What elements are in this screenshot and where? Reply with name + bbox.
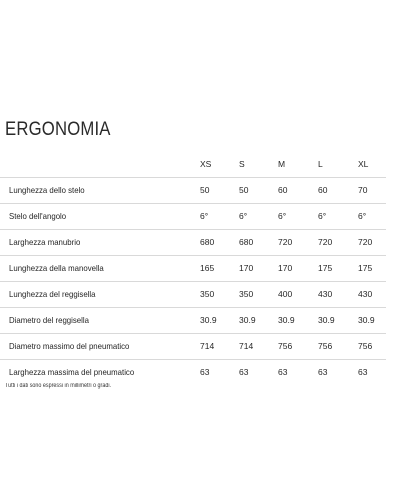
table-row	[0, 178, 386, 204]
row-label: Diametro massimo del pneumatico	[9, 341, 130, 351]
row-label: Larghezza massima del pneumatico	[9, 367, 135, 377]
table-cell: 30.9	[278, 315, 295, 325]
page-title: ERGONOMIA	[5, 119, 111, 140]
row-label: Stelo dell'angolo	[9, 211, 67, 221]
table-cell: 50	[200, 185, 210, 195]
table-cell: 756	[278, 341, 293, 351]
table-cell: 680	[239, 237, 254, 247]
column-header-xl: XL	[358, 159, 369, 169]
table-cell: 63	[278, 367, 288, 377]
table-cell: 175	[358, 263, 373, 273]
row-label: Diametro del reggisella	[9, 315, 89, 325]
table-cell: 70	[358, 185, 368, 195]
column-header-l: L	[318, 159, 323, 169]
table-cell: 720	[278, 237, 293, 247]
table-row	[0, 308, 386, 334]
table-cell: 714	[200, 341, 215, 351]
table-cell: 430	[358, 289, 373, 299]
table-row	[0, 204, 386, 230]
column-header-m: M	[278, 159, 286, 169]
table-cell: 170	[239, 263, 254, 273]
table-cell: 30.9	[200, 315, 217, 325]
table-cell: 756	[358, 341, 373, 351]
table-cell: 50	[239, 185, 249, 195]
table-cell: 165	[200, 263, 215, 273]
row-label: Lunghezza dello stelo	[9, 185, 85, 195]
table-cell: 6°	[200, 211, 209, 221]
row-label: Lunghezza del reggisella	[9, 289, 96, 299]
table-cell: 175	[318, 263, 333, 273]
table-cell: 170	[278, 263, 293, 273]
table-cell: 63	[239, 367, 249, 377]
column-header-s: S	[239, 159, 245, 169]
table-cell: 30.9	[318, 315, 335, 325]
table-cell: 30.9	[239, 315, 256, 325]
column-header-xs: XS	[200, 159, 212, 169]
footnote: Tutti i dati sono espressi in millimetri o gradi.	[5, 383, 112, 389]
table-cell: 714	[239, 341, 254, 351]
table-cell: 400	[278, 289, 293, 299]
table-cell: 350	[200, 289, 215, 299]
table-row	[0, 334, 386, 360]
table-cell: 430	[318, 289, 333, 299]
table-cell: 756	[318, 341, 333, 351]
table-row	[0, 256, 386, 282]
table-cell: 30.9	[358, 315, 375, 325]
table-cell: 6°	[358, 211, 367, 221]
table-cell: 350	[239, 289, 254, 299]
table-cell: 6°	[318, 211, 327, 221]
ergonomics-table	[0, 152, 386, 386]
table-cell: 63	[200, 367, 210, 377]
table-row	[0, 282, 386, 308]
row-label: Lunghezza della manovella	[9, 263, 104, 273]
table-cell: 63	[358, 367, 368, 377]
table-cell: 60	[318, 185, 328, 195]
row-label: Larghezza manubrio	[9, 237, 81, 247]
table-cell: 6°	[278, 211, 287, 221]
table-cell: 720	[318, 237, 333, 247]
table-cell: 6°	[239, 211, 248, 221]
table-row	[0, 230, 386, 256]
table-cell: 63	[318, 367, 328, 377]
table-cell: 60	[278, 185, 288, 195]
table-header-row	[0, 152, 386, 178]
table-cell: 720	[358, 237, 373, 247]
table-cell: 680	[200, 237, 215, 247]
